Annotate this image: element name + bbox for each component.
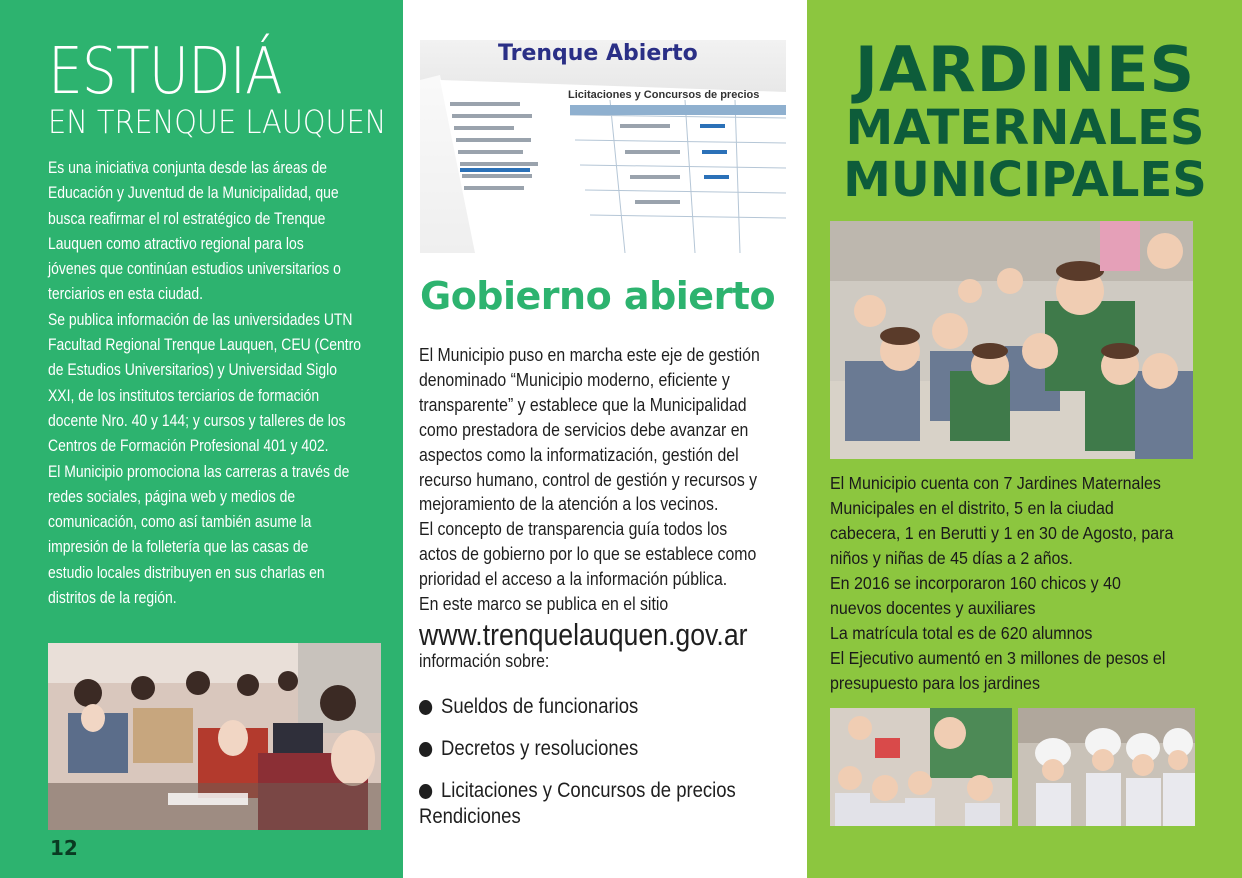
- right-body-line: Municipales en el distrito, 5 en la ciudad: [830, 498, 1114, 518]
- left-body-line: Se publica información de las universidades UTN: [48, 309, 353, 329]
- right-body-line: nuevos docentes y auxiliares: [830, 598, 1036, 618]
- bullet-icon: [419, 784, 432, 799]
- left-body-line: distritos de la región.: [48, 588, 177, 608]
- left-subtitle: EN TRENQUE LAUQUEN: [48, 103, 387, 141]
- title-line-2: MATERNALES: [845, 100, 1205, 156]
- portal-logo-text: Trenque Abierto: [498, 41, 698, 66]
- left-body-line: Es una iniciativa conjunta desde las áreas de: [48, 158, 327, 177]
- left-body-line: XXI, de los institutos terciarios de formación: [48, 385, 320, 405]
- middle-body-line: mejoramiento de la atención a los vecinos.: [419, 494, 719, 515]
- left-body-line: redes sociales, página web y medios de: [48, 486, 296, 506]
- left-body-line: Lauquen como atractivo regional para los: [48, 233, 304, 253]
- open-government-heading: Gobierno abierto: [420, 274, 776, 318]
- children-group-photo: [830, 221, 1193, 459]
- title-line-3: MUNICIPALES: [843, 152, 1207, 208]
- portal-heading-text: Licitaciones y Concursos de precios: [568, 89, 760, 101]
- left-body-line: comunicación, como así también asume la: [48, 512, 312, 532]
- website-url: www.trenquelauquen.gov.ar: [419, 617, 748, 652]
- bullet-icon: [419, 742, 432, 757]
- page-number: 12: [50, 836, 78, 860]
- kindergartens-title: [825, 33, 1225, 208]
- left-body-line: Educación y Juventud de la Municipalidad, que: [48, 183, 339, 203]
- middle-body-line: denominado “Municipio moderno, eficiente y: [419, 369, 730, 390]
- left-body-line: El Municipio promociona las carreras a través de: [48, 461, 350, 481]
- middle-column: [403, 0, 807, 878]
- info-list: [419, 686, 779, 812]
- list-item: [419, 686, 736, 728]
- left-body-line: Facultad Regional Trenque Lauquen, CEU (Centro: [48, 335, 362, 355]
- right-body-line: presupuesto para los jardines: [830, 673, 1040, 693]
- kindergarten-photo-2: [1018, 708, 1195, 826]
- left-body-line: estudio locales distribuyen en sus charlas en: [48, 562, 325, 582]
- left-body-line: Centros de Formación Profesional 401 y 402.: [48, 436, 329, 456]
- middle-body-line: El Municipio puso en marcha este eje de gestión: [419, 345, 760, 365]
- left-body-line: docente Nro. 40 y 144; y cursos y talleres de los: [48, 410, 346, 430]
- right-body-line: La matrícula total es de 620 alumnos: [830, 623, 1093, 643]
- right-body-line: En 2016 se incorporaron 160 chicos y 40: [830, 573, 1121, 593]
- left-body-line: terciarios en esta ciudad.: [48, 284, 203, 304]
- middle-body-line: como prestadora de servicios debe avanzar en: [419, 419, 749, 440]
- right-body-line: cabecera, 1 en Berutti y 1 en 30 de Agosto, para: [830, 523, 1174, 543]
- middle-body-line: aspectos como la informatización, gestión del: [419, 444, 739, 465]
- left-body-line: jóvenes que continúan estudios universitarios o: [48, 259, 341, 279]
- left-body-line: impresión de la folletería que las casas de: [48, 537, 309, 557]
- portal-screenshot: [420, 40, 786, 253]
- list-item-label: Decretos y resoluciones: [441, 737, 639, 760]
- list-item-label: Sueldos de funcionarios: [441, 695, 639, 718]
- right-column: [807, 0, 1242, 878]
- middle-body: [419, 343, 799, 617]
- left-body-line: de Estudios Universitarios) y Universidad Siglo: [48, 360, 337, 380]
- list-item-label: Licitaciones y Concursos de precios: [441, 779, 736, 802]
- middle-body-line: actos de gobierno por lo que se establece como: [419, 544, 757, 565]
- kindergarten-photo-1: [830, 708, 1012, 826]
- left-body-line: busca reafirmar el rol estratégico de Trenque: [48, 208, 326, 228]
- left-column: [0, 0, 403, 878]
- list-item: [419, 728, 736, 770]
- students-classroom-photo: [48, 643, 381, 830]
- right-body-line: El Ejecutivo aumentó en 3 millones de pesos el: [830, 648, 1166, 668]
- right-body-line: El Municipio cuenta con 7 Jardines Maternales: [830, 473, 1161, 493]
- middle-body-line: transparente” y establece que la Municipalidad: [419, 394, 747, 415]
- left-title: ESTUDIÁ: [48, 35, 282, 109]
- bullet-icon: [419, 700, 432, 715]
- list-last-line: Rendiciones: [419, 805, 521, 828]
- left-body: [48, 155, 393, 610]
- middle-body-line: prioridad el acceso a la información pública.: [419, 569, 728, 590]
- middle-body-line: En este marco se publica en el sitio: [419, 594, 669, 615]
- right-body: [830, 471, 1230, 696]
- middle-body-line: recurso humano, control de gestión y recursos y: [419, 469, 758, 490]
- middle-body-line: El concepto de transparencia guía todos los: [419, 519, 728, 540]
- info-label: información sobre:: [419, 651, 550, 671]
- title-line-1: JARDINES: [854, 33, 1196, 106]
- right-body-line: niños y niñas de 45 días a 2 años.: [830, 548, 1073, 568]
